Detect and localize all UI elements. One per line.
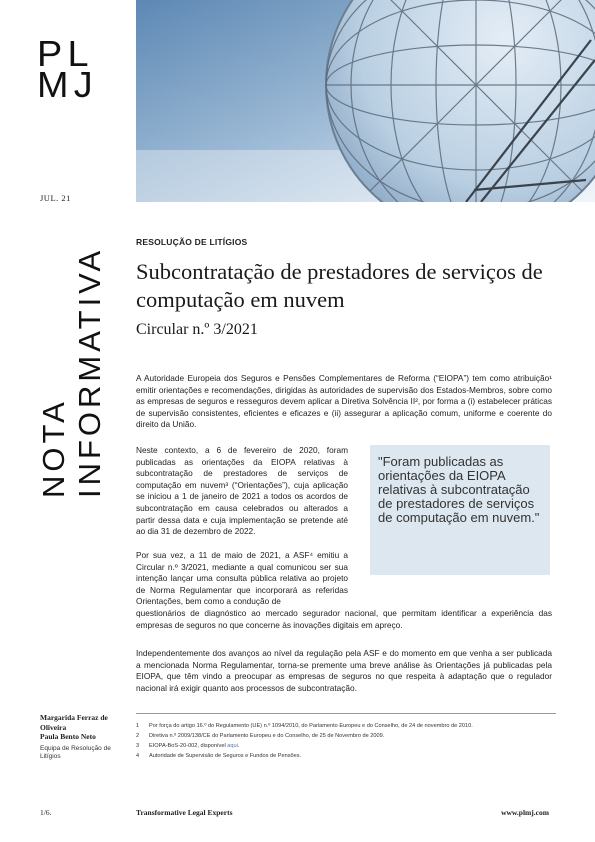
authors-block [40,713,132,761]
paragraph-3: Por sua vez, a 11 de maio de 2021, a ASF⁴ emitiu a Circular n.º 3/2021, mediante a qual comunicou ser sua intenção lançar uma consulta pública relativa ao projeto de Norma Regulamentar que incorporará as referidas Orientações, bem como a condução de [136,550,348,607]
footnote-link[interactable]: aqui [227,743,238,749]
footer-tagline: Transformative Legal Experts [136,808,233,817]
footnote [136,751,566,761]
footnote-text: Diretiva n.º 2009/138/CE do Parlamento Europeu e do Conselho, de 25 de Novembro de 2009. [149,733,385,739]
article-title: Subcontratação de prestadores de serviços de computação em nuvem [136,259,543,312]
paragraph-2: Neste contexto, a 6 de fevereiro de 2020, foram publicadas as orientações da EIOPA relativas à subcontratação de prestadores de serviços de computação em nuvem³ (“Orientações”), cuja aplicação se iniciou a 1 de janeiro de 2021 a todos os acordos de subcontratação em causa celebrados ou alterados a partir dessa data e cuja implementação se pretende até ao dia 31 de dezembro de 2022. [136,445,348,537]
logo-line-1: PL [37,33,94,74]
footnote-text: Por força do artigo 16.º do Regulamento (UE) n.º 1094/2010, do Parlamento Europeu e do Conselho, de 24 de novembro de 2010. [149,723,473,729]
footnote-divider [136,713,556,714]
footnote-number: 1 [136,723,140,729]
footnote-number: 3 [136,743,140,749]
plmj-logo [37,33,99,105]
author-team: Equipa de Resolução de Litígios [40,744,111,760]
page-number: 1/6. [40,808,52,817]
vertical-title-line-2: INFORMATIVA [72,246,107,498]
footnote [136,721,566,731]
footnote-number: 4 [136,753,140,759]
issue-date: JUL. 21 [40,193,71,203]
hero-image [136,0,595,202]
author-name: Margarida Ferraz de Oliveira [40,713,108,732]
footnote-text-end: . [237,743,240,749]
pull-quote-text: "Foram publicadas as orientações da EIOPA relativas à subcontratação de prestadores de serviços de computação em nuvem." [378,454,540,525]
vertical-title [36,247,108,498]
author-name: Paula Bento Neto [40,732,96,741]
footnote [136,731,566,741]
logo-line-2: MJ [37,64,98,105]
footer-url[interactable]: www.plmj.com [501,808,549,817]
footnotes [136,721,566,761]
pull-quote [370,445,550,575]
article-subtitle: Circular n.º 3/2021 [136,321,258,338]
paragraph-3-continued: questionários de diagnóstico ao mercado segurador nacional, que permitam identificar a experiência das empresas de seguros no que concerne às inovações digitais em apreço. [136,608,552,630]
footnote-text: Autoridade de Supervisão de Seguros e Fundos de Pensões. [149,753,302,759]
paragraph-4: Independentemente dos avanços ao nível da regulação pela ASF e do momento em que venha a ser publicada a mencionada Norma Regulamentar, torna-se premente uma breve análise às Orientações já publicadas pela EIOPA, que têm vindo a preocupar as empresas de seguros no que respeita à adaptação que o regulador nacional irá exigir quanto aos processos de subcontratação. [136,648,552,693]
paragraph-1: A Autoridade Europeia dos Seguros e Pensões Complementares de Reforma (“EIOPA”) tem como atribuição¹ emitir orientações e recomendações, dirigidas às autoridades de supervisão dos Estados-Membros, sobre como as empresas de seguros e resseguros devem aplicar a Diretiva Solvência II², por forma a (i) estabelecer práticas de supervisão consistentes, eficientes e eficazes e (ii) assegurar a aplicação comum, uniforme e coerente do direito da União. [136,373,552,430]
footnote [136,741,566,751]
footnote-text: EIOPA-BoS-20-002, disponível [149,743,228,749]
footnote-number: 2 [136,733,140,739]
section-kicker: RESOLUÇÃO DE LITÍGIOS [136,237,248,247]
vertical-title-line-1: NOTA [36,398,71,498]
